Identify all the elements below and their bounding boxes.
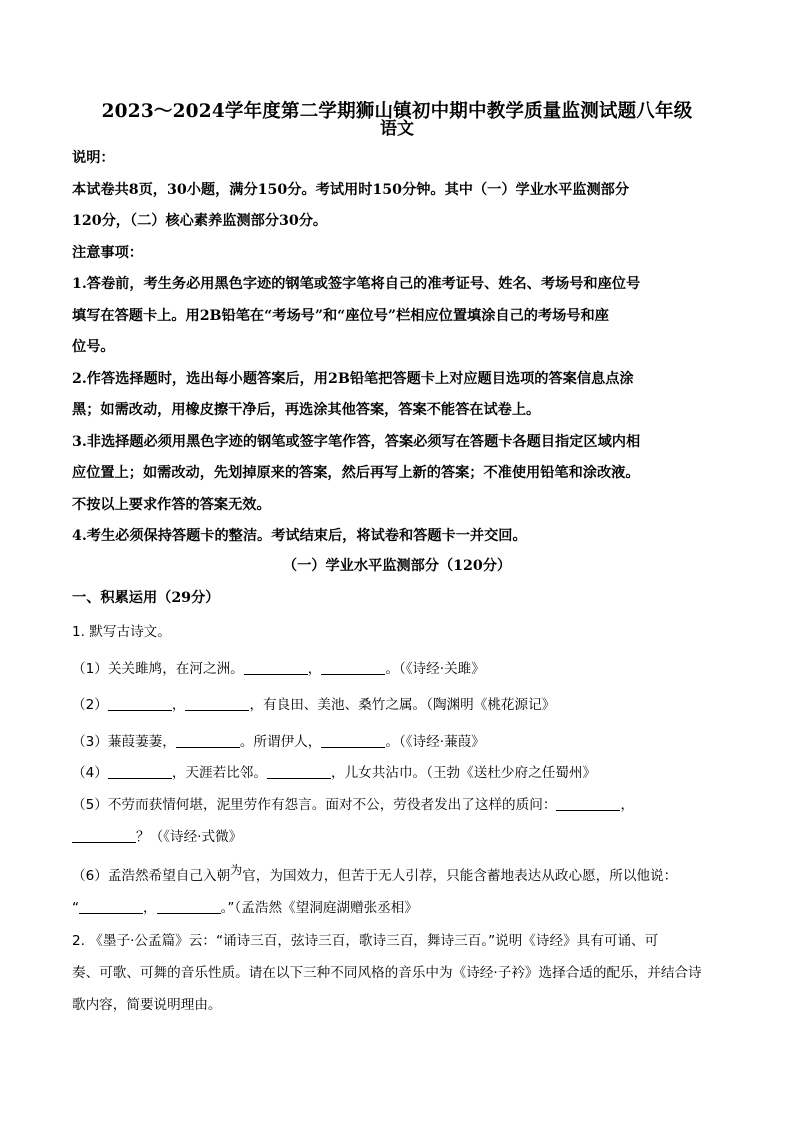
exam-title: 2023～2024学年度第二学期狮山镇初中期中教学质量监测试题八年级 xyxy=(101,101,693,122)
answer-blank[interactable] xyxy=(176,733,240,748)
q1-2-text-b: ， xyxy=(171,697,186,713)
answer-blank[interactable] xyxy=(556,796,620,811)
q2-line-1: 2. 《墨子·公孟篇》云：“诵诗三百，弦诗三百，歌诗三百，舞诗三百。”说明《诗经》具有可诵、可 xyxy=(72,933,659,949)
answer-blank[interactable] xyxy=(108,764,172,779)
q1-6-text-e: 。”（孟浩然《望洞庭湖赠张丞相》 xyxy=(220,900,418,916)
subject-title: 语文 xyxy=(380,119,414,139)
notes-label: 注意事项： xyxy=(72,245,143,261)
notes-line-6: 3.非选择题必须用黑色字迹的钢笔或签字笔作答，答案必须写在答题卡各题目指定区域内相 xyxy=(72,434,641,450)
q1-item-3 xyxy=(72,732,732,752)
notes-line-5: 黑；如需改动，用橡皮擦干净后，再选涂其他答案，答案不能答在试卷上。 xyxy=(72,402,541,418)
q1-item-1 xyxy=(72,659,732,679)
q2-line-3: 歌内容，简要说明理由。 xyxy=(72,997,222,1013)
part1-title: （一）学业水平监测部分（120分） xyxy=(282,558,512,574)
instructions-line-1: 本试卷共8页，30小题，满分150分。考试用时150分钟。其中（一）学业水平监测部分 xyxy=(72,182,630,198)
answer-blank[interactable] xyxy=(267,764,331,779)
q1-6-text-b: 官，为国效力，但苦于无人引荐，只能含蓄地表达从政心愿，所以他说： xyxy=(242,868,678,884)
notes-line-7: 应位置上；如需改动，先划掉原来的答案，然后再写上新的答案；不准使用铅笔和涂改液。 xyxy=(72,465,640,481)
q1-stem: 1. 默写古诗文。 xyxy=(72,624,171,640)
q1-3-text-a: （3）蒹葭萋萋， xyxy=(72,734,176,750)
q1-4-text-c: ，儿女共沾巾。（王勃《送杜少府之任蜀州》 xyxy=(331,765,597,781)
answer-blank[interactable] xyxy=(321,660,385,675)
answer-blank[interactable] xyxy=(72,828,136,843)
q1-1-text-a: （1）关关雎鸠，在河之洲。 xyxy=(72,661,244,677)
notes-line-3: 位号。 xyxy=(72,339,115,355)
q1-item-5-line-2 xyxy=(72,827,732,847)
answer-blank[interactable] xyxy=(185,696,249,711)
q1-3-text-c: 。（《诗经·蒹葭》 xyxy=(385,734,485,750)
q1-4-text-a: （4） xyxy=(72,765,108,781)
answer-blank[interactable] xyxy=(108,696,172,711)
q1-6-text-a: （6）孟浩然希望自己入朝 xyxy=(72,868,231,884)
answer-blank[interactable] xyxy=(157,899,221,914)
q1-2-text-a: （2） xyxy=(72,697,108,713)
q1-5-text-b: ， xyxy=(620,797,635,813)
answer-blank[interactable] xyxy=(244,660,308,675)
notes-line-1: 1.答卷前，考生务必用黑色字迹的钢笔或签字笔将自己的准考证号、姓名、考场号和座位号 xyxy=(72,276,641,292)
notes-line-4: 2.作答选择题时，选出每小题答案后，用2B铅笔把答题卡上对应题目选项的答案信息点涂 xyxy=(72,371,634,387)
q1-5-text-c: ？（《诗经·式微》 xyxy=(136,829,243,845)
q1-4-text-b: ，天涯若比邻。 xyxy=(171,765,267,781)
instructions-line-2: 120分，（二）核心素养监测部分30分。 xyxy=(72,213,328,229)
section-title: 一、积累运用（29分） xyxy=(72,590,220,606)
q1-3-text-b: 。所谓伊人， xyxy=(239,734,322,750)
answer-blank[interactable] xyxy=(321,733,385,748)
q1-item-6-line-2 xyxy=(72,898,732,918)
q1-1-text-b: ， xyxy=(307,661,322,677)
q1-6-text-c: “ xyxy=(72,900,80,916)
answer-blank[interactable] xyxy=(79,899,143,914)
q1-item-6-line-1 xyxy=(72,863,732,886)
q1-item-2 xyxy=(72,695,732,715)
notes-line-9: 4.考生必须保持答题卡的整洁。考试结束后，将试卷和答题卡一并交回。 xyxy=(72,528,527,544)
q1-6-sup: 为 xyxy=(230,863,243,877)
q1-item-4 xyxy=(72,763,732,783)
notes-line-2: 填写在答题卡上。用2B铅笔在“考场号”和“座位号”栏相应位置填涂自己的考场号和座 xyxy=(72,308,609,324)
q2-line-2: 奏、可歌、可舞的音乐性质。请在以下三种不同风格的音乐中为《诗经·子衿》选择合适的配乐，并结合诗 xyxy=(72,965,702,981)
notes-line-8: 不按以上要求作答的答案无效。 xyxy=(72,497,271,513)
q1-2-text-c: ，有良田、美池、桑竹之属。（陶渊明《桃花源记》 xyxy=(249,697,556,713)
q1-6-text-d: ， xyxy=(143,900,157,916)
q1-item-5-line-1 xyxy=(72,795,732,815)
instructions-label: 说明： xyxy=(72,150,115,166)
q1-5-text-a: （5）不劳而获情何堪，泥里劳作有怨言。面对不公，劳役者发出了这样的质问： xyxy=(72,797,557,813)
q1-1-text-c: 。（《诗经·关雎》 xyxy=(385,661,485,677)
